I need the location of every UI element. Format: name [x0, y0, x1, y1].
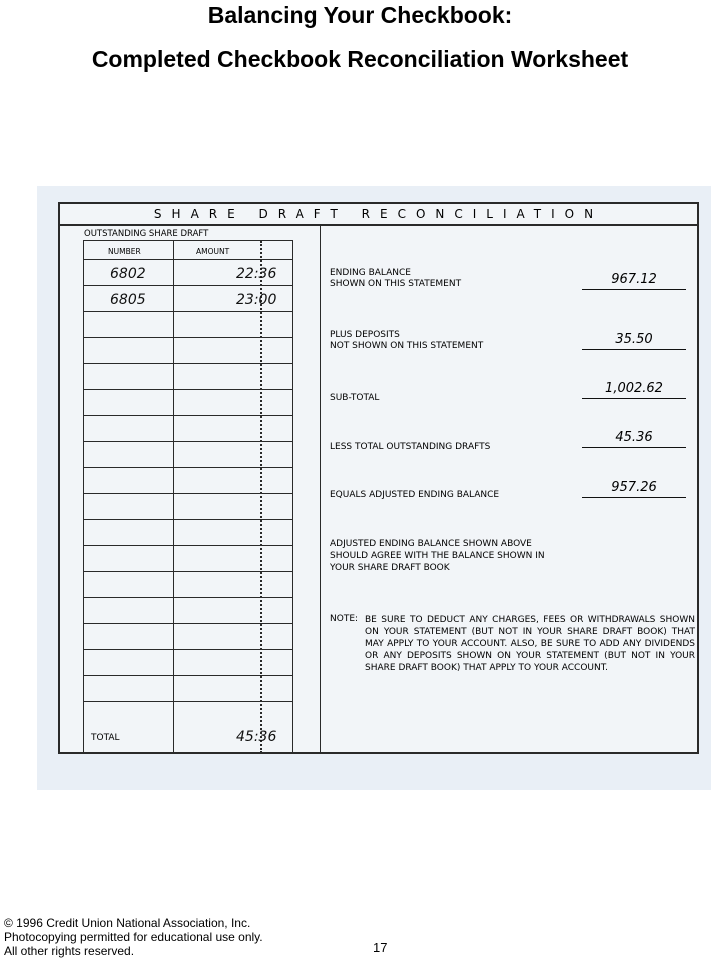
- total-label: TOTAL: [91, 733, 120, 743]
- subtotal-label: SUB-TOTAL: [330, 393, 380, 403]
- draft-amount: 22:36: [236, 266, 277, 282]
- table-row-line: [84, 701, 292, 702]
- adjusted-balance-label: EQUALS ADJUSTED ENDING BALANCE: [330, 490, 500, 500]
- draft-number: 6802: [110, 266, 146, 282]
- table-row-line: [84, 337, 292, 338]
- total-amount: 45:36: [236, 729, 277, 745]
- table-row-line: [84, 493, 292, 494]
- agreement-note: ADJUSTED ENDING BALANCE SHOWN ABOVE SHOULD AGREE WITH THE BALANCE SHOWN IN YOUR SHARE DRAFT BOOK: [330, 539, 545, 573]
- cents-separator: [260, 241, 262, 753]
- table-column-split: [173, 241, 174, 753]
- table-row-line: [84, 389, 292, 390]
- note-body: BE SURE TO DEDUCT ANY CHARGES, FEES OR WITHDRAWALS SHOWN ON YOUR STATEMENT (BUT NOT IN YOUR SHARE DRAFT BOOK) THAT MAY APPLY TO YOUR ACCOUNT. ALSO, BE SURE TO ADD ANY DIVIDENDS OR ANY DEPOSITS SHOWN ON YOUR STATEMENT (BUT NOT IN YOUR SHARE DRAFT BOOK) THAT APPLY TO YOUR ACCOUNT.: [365, 615, 695, 673]
- draft-amount: 23:00: [236, 292, 277, 308]
- page-title: Balancing Your Checkbook:: [207, 2, 513, 28]
- subtotal-value: 1,002.62: [582, 381, 686, 399]
- table-row-line: [84, 519, 292, 520]
- table-row-line: [84, 285, 292, 286]
- table-row-line: [84, 467, 292, 468]
- table-row-line: [84, 623, 292, 624]
- draft-number: 6805: [110, 292, 146, 308]
- ending-balance-value: 967.12: [582, 272, 686, 290]
- table-row-line: [84, 597, 292, 598]
- page-number: 17: [373, 940, 388, 955]
- reconciliation-worksheet: [58, 202, 699, 754]
- outstanding-drafts-table: [83, 240, 293, 754]
- copyright-footer: © 1996 Credit Union National Association, Inc. Photocopying permitted for educational use only. All other rights reserved.: [4, 916, 263, 958]
- note-heading: NOTE:: [330, 614, 359, 624]
- number-column-header: NUMBER: [108, 247, 141, 256]
- table-row-line: [84, 675, 292, 676]
- table-row-line: [84, 311, 292, 312]
- ending-balance-label: ENDING BALANCE SHOWN ON THIS STATEMENT: [330, 268, 462, 289]
- outstanding-drafts-value: 45.36: [582, 430, 686, 448]
- table-row-line: [84, 441, 292, 442]
- worksheet-header: SHARE DRAFT RECONCILIATION: [60, 204, 697, 226]
- column-divider: [320, 226, 321, 754]
- outstanding-drafts-label: LESS TOTAL OUTSTANDING DRAFTS: [330, 442, 491, 452]
- page-subtitle: Completed Checkbook Reconciliation Worksheet: [91, 46, 629, 72]
- table-row-line: [84, 415, 292, 416]
- adjusted-balance-value: 957.26: [582, 480, 686, 498]
- table-row-line: [84, 545, 292, 546]
- table-row-line: [84, 649, 292, 650]
- amount-column-header: AMOUNT: [196, 247, 230, 256]
- table-row-line: [84, 363, 292, 364]
- table-row-line: [84, 571, 292, 572]
- plus-deposits-label: PLUS DEPOSITS NOT SHOWN ON THIS STATEMENT: [330, 330, 484, 351]
- plus-deposits-value: 35.50: [582, 332, 686, 350]
- table-row-line: [84, 259, 292, 260]
- outstanding-drafts-caption: OUTSTANDING SHARE DRAFT: [84, 229, 209, 239]
